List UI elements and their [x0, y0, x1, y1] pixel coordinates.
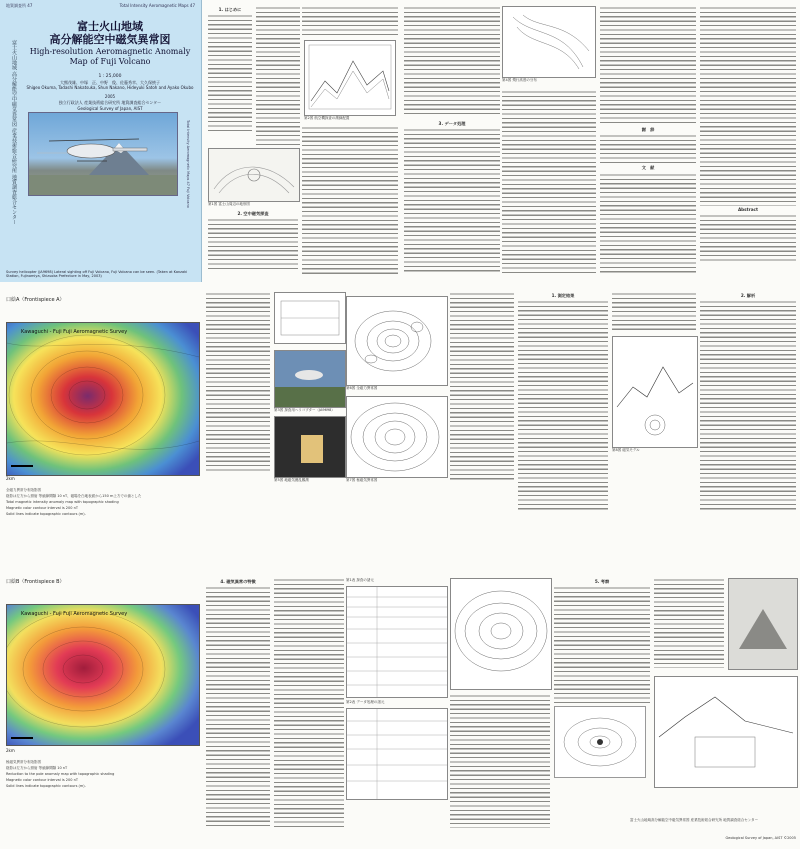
text-block — [208, 14, 252, 134]
figure-3-caption: 第3図 探査用ヘリコプター（JA9698） — [274, 408, 335, 412]
helicopter-illustration — [29, 113, 177, 195]
figure-cross-section — [654, 676, 798, 788]
figure-2-caption: 第2図 航空機探査の測線配置 — [304, 116, 350, 120]
text-block — [256, 6, 300, 146]
text-column-4 — [302, 6, 398, 36]
text-column-6 — [404, 6, 500, 116]
text-column-17 — [274, 578, 344, 828]
section-heading-4: 4. 磁気異常の特徴 — [220, 579, 256, 584]
text-block — [302, 126, 398, 276]
text-block — [700, 6, 796, 206]
text-block — [404, 6, 500, 116]
cover-panel — [0, 0, 202, 282]
text-column-19 — [554, 578, 650, 828]
cover-title-jp — [20, 20, 200, 46]
section-heading-2: 2. 空中磁気探査 — [237, 211, 269, 216]
figure-7-caption: 第7図 極磁気異常図 — [346, 478, 378, 482]
cover-title-jp-line2: 高分解能空中磁気異常図 — [49, 33, 171, 46]
scale-label-b: 2km — [6, 748, 15, 753]
frontispiece-a-caption-en: Total magnetic intensity anomaly map with topographic shading — [6, 500, 119, 504]
table-1-caption: 第1表 探査の諸元 — [346, 578, 374, 582]
section-heading-8: Abstract — [737, 207, 759, 212]
text-block — [600, 6, 696, 126]
section-heading-6: 謝 辞 — [641, 127, 655, 132]
text-block — [612, 292, 696, 332]
cover-title-en-line2: Map of Fuji Volcano — [69, 57, 151, 66]
figure-7-graphic — [347, 397, 447, 477]
figure-5-photo — [274, 416, 346, 478]
text-block — [404, 128, 500, 274]
section-heading-10: 2. 解析 — [740, 293, 756, 298]
table-2-grid — [347, 709, 447, 799]
cover-org-en: Geological Survey of Japan, AIST — [77, 106, 143, 111]
text-column-3 — [208, 210, 298, 274]
frontispiece-a-caption-en3: Solid lines indicate topographic contours (m). — [6, 512, 86, 516]
cover-header-left: 地質調査所 47 — [6, 3, 33, 8]
text-column-15 — [700, 292, 796, 512]
figure-7-contour-map — [346, 396, 448, 478]
text-block — [450, 694, 550, 828]
helicopter-body — [67, 144, 115, 158]
cover-org-jp: 独立行政法人 産業技術総合研究所 地質調査総合センター — [58, 100, 162, 105]
figure-3-photo — [274, 350, 346, 408]
figure-5-caption: 第5図 地磁気擾乱観測 — [274, 478, 309, 482]
text-column-10 — [700, 6, 796, 276]
figure-4-altitude — [502, 6, 596, 78]
cover-vertical-label: Total Intensity Aeromagnetic Maps 47 Fuji Volcano — [186, 120, 190, 208]
cover-authors — [20, 80, 200, 90]
figure-6-contour-map — [346, 296, 448, 386]
text-block — [208, 218, 298, 272]
text-block — [554, 586, 650, 706]
figure-6-graphic — [347, 297, 447, 385]
text-column-7 — [404, 120, 500, 276]
figure-1-graphic — [209, 149, 299, 201]
text-column-12 — [450, 292, 514, 482]
table-1-grid — [347, 587, 447, 697]
figure-1-map — [208, 148, 300, 202]
ground — [29, 175, 177, 195]
text-block — [700, 214, 796, 264]
map-a-title: Kawaguchi - Fuji Fuji Aeromagnetic Survey — [21, 329, 128, 335]
footer-right: Geological Survey of Japan, AIST ©2005 — [725, 836, 796, 840]
section-heading-9: 1. 測定結果 — [551, 293, 575, 298]
cover-title-jp-line1: 富士火山地域 — [77, 20, 143, 33]
frontispiece-b-map — [6, 604, 200, 746]
figure-8-model — [612, 336, 698, 448]
cover-helicopter-photo — [28, 112, 178, 196]
text-column-16 — [206, 578, 270, 828]
reduction-to-pole-map — [7, 605, 199, 745]
cover-scale: 1 : 25,000 — [98, 74, 122, 79]
map-b-title: Kawaguchi - Fuji Fuji Aeromagnetic Survey — [21, 611, 128, 617]
figure-2-profile — [304, 40, 396, 116]
text-column-14 — [612, 292, 696, 332]
table-2 — [346, 708, 448, 800]
figure-contour-lower — [450, 578, 552, 690]
figure-2-graphic — [305, 41, 395, 115]
text-column-20 — [654, 578, 724, 668]
frontispiece-b-caption-en: Reduction to the pole anomaly map with topographic shading — [6, 772, 115, 776]
figure-1-caption: 第1図 富士山周辺の地形図 — [208, 202, 250, 206]
frontispiece-a-map — [6, 322, 200, 476]
cover-authors-en: Shigeo Okuma, Tadashi Nakatsuka, Shun Nakano, Hideyuki Satoh and Ayako Okubo — [26, 85, 194, 90]
cover-title-en — [20, 47, 200, 67]
frontispiece-a-caption-jp: 全磁力異常分布陰影図 — [6, 488, 41, 492]
text-block — [450, 292, 514, 482]
helicopter-rotor — [49, 139, 139, 141]
figure-8-graphic — [613, 337, 697, 447]
section-heading-1: 1. はじめに — [218, 7, 242, 12]
frontispiece-a-label: 口絵A（Frontispiece A） — [6, 297, 65, 303]
section-heading-5: 5. 考察 — [594, 579, 610, 584]
footer-left: 富士火山地域高分解能空中磁気異常図 産業技術総合研究所 地質調査総合センター — [630, 818, 759, 822]
helicopter-tail — [113, 148, 147, 151]
table-1 — [346, 586, 448, 698]
text-column-18 — [450, 694, 550, 828]
table-2-caption: 第2表 データ処理の諸元 — [346, 700, 385, 704]
text-block — [206, 586, 270, 826]
frontispiece-a-caption-jp2: 陰影は左方から照射 等値線間隔 10 nT、磁場を白地表面から150 m上方での値とした — [6, 494, 142, 498]
text-block — [518, 300, 608, 510]
figure-4-caption: 第4図 飛行高度の分布 — [502, 78, 537, 82]
text-block — [302, 6, 398, 36]
frontispiece-b-label: 口絵B（Frontispiece B） — [6, 579, 65, 585]
section-heading-3: 3. データ処理 — [438, 121, 466, 126]
cover-year: 2005 — [104, 94, 116, 99]
text-column-9 — [600, 6, 696, 276]
figure-field-lines — [554, 706, 646, 778]
scale-label-a: 2km — [6, 476, 15, 481]
cover-side-text: 富士火山地域 高分解能空中磁気異常図 産業技術総合研究所 地質調査総合センター — [11, 40, 17, 225]
text-column-5 — [302, 126, 398, 276]
cover-caption: Survey helicopter (JA9698) Lateral sighting off Fuji Volcano, Fuji Volcano can be seen. (Taken at Kanzaki Station, Fujinomiya, Shizuoka Prefecture in May, 2003) — [6, 270, 188, 278]
text-block — [502, 90, 596, 276]
text-column-11 — [206, 292, 270, 472]
text-block — [700, 300, 796, 510]
scale-bar-a — [11, 465, 33, 467]
figure-6-caption: 第6図 全磁力異常図 — [346, 386, 378, 390]
text-block — [206, 292, 270, 472]
scale-bar-b — [11, 737, 33, 739]
text-block — [600, 173, 696, 273]
figure-photo-lower — [728, 578, 798, 670]
frontispiece-b-caption-jp: 極磁気異常分布陰影図 — [6, 760, 41, 764]
total-intensity-map — [7, 323, 199, 475]
text-column-13 — [518, 292, 608, 512]
figure-4-graphic — [503, 7, 595, 77]
cover-title-en-line1: High-resolution Aeromagnetic Anomaly — [29, 47, 191, 56]
text-column-2 — [256, 6, 300, 146]
cover-org — [20, 100, 200, 111]
figure-2b — [274, 292, 346, 344]
frontispiece-a-caption-en2: Magnetic color contour interval is 200 nT — [6, 506, 78, 510]
cover-header-right: Total Intensity Aeromagnetic Maps 47 — [119, 3, 195, 8]
text-column-1 — [208, 6, 252, 146]
frontispiece-b-caption-en3: Solid lines indicate topographic contours (m). — [6, 784, 86, 788]
text-block — [274, 578, 344, 828]
frontispiece-b-caption-en2: Magnetic color contour interval is 200 nT — [6, 778, 78, 782]
text-block — [600, 134, 696, 164]
frontispiece-b-caption-jp2: 陰影は左方から照射 等値線間隔 10 nT — [6, 766, 68, 770]
text-block — [654, 578, 724, 668]
text-column-8 — [502, 90, 596, 276]
cover-authors-jp: 大熊茂雄、中塚 正、中野 俊、佐藤秀幸、大久保綾子 — [60, 80, 160, 85]
figure-8-caption: 第8図 磁気モデル — [612, 448, 640, 452]
section-heading-7: 文 献 — [641, 165, 655, 171]
